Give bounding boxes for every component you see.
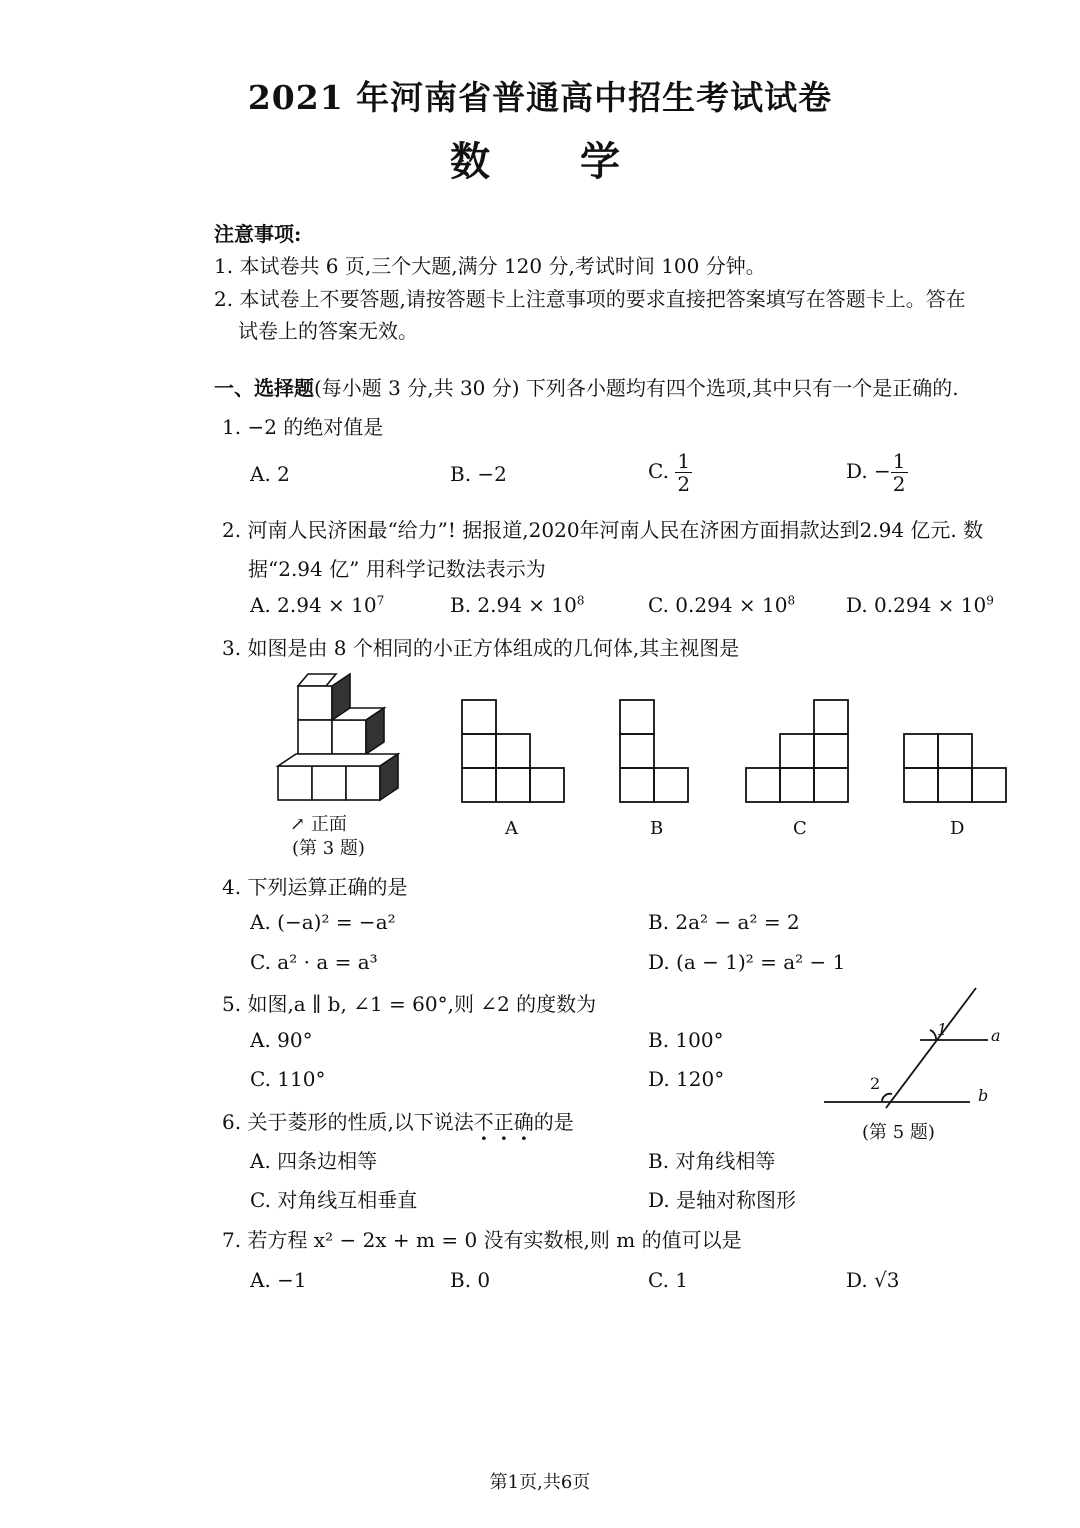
q6-stem-post: 的是 <box>533 1110 574 1134</box>
q6-option-c: C. 对角线互相垂直 <box>250 1188 418 1212</box>
q1-c-prefix: C. <box>648 459 669 483</box>
section-instructions: (每小题 3 分,共 30 分) 下列各小题均有四个选项,其中只有一个是正确的. <box>314 376 959 400</box>
q5-option-b: B. 100° <box>648 1028 724 1052</box>
q2-b-exponent: 8 <box>576 593 585 608</box>
q3-view-d <box>902 732 1012 808</box>
q7-option-c: C. 1 <box>648 1268 689 1292</box>
q2-option-d <box>846 593 994 617</box>
q1-d-fraction <box>891 450 908 495</box>
q6-stem-pre: 6. 关于菱形的性质,以下说法 <box>222 1110 474 1134</box>
exam-title: 2021 年河南省普通高中招生考试试卷 <box>247 78 833 117</box>
q5-option-a: A. 90° <box>250 1028 313 1052</box>
q2-d-exponent: 9 <box>986 593 994 608</box>
q1-c-fraction <box>675 450 692 495</box>
q5-line-a-label: a <box>991 1026 1001 1045</box>
q5-stem: 5. 如图,a ∥ b, ∠1 = 60°,则 ∠2 的度数为 <box>222 992 597 1016</box>
q2-option-a <box>250 593 384 617</box>
q4-option-c: C. a² · a = a³ <box>250 950 378 974</box>
q2-c-base: C. 0.294 × 10 <box>648 593 788 617</box>
subject-title: 数学 <box>450 138 710 185</box>
q7-option-b: B. 0 <box>450 1268 491 1292</box>
q6-stem <box>222 1106 574 1135</box>
q7-stem: 7. 若方程 x² − 2x + m = 0 没有实数根,则 m 的值可以是 <box>222 1228 742 1252</box>
q4-option-d: D. (a − 1)² = a² − 1 <box>648 950 846 974</box>
q2-b-base: B. 2.94 × 10 <box>450 593 577 617</box>
q6-option-a: A. 四条边相等 <box>250 1149 378 1173</box>
q4-option-a: A. (−a)² = −a² <box>250 910 396 934</box>
q2-option-c <box>648 593 795 617</box>
q1-stem: 1. −2 的绝对值是 <box>222 415 384 439</box>
notice-item-1: 1. 本试卷共 6 页,三个大题,满分 120 分,考试时间 100 分钟。 <box>214 254 766 278</box>
section-heading <box>214 372 959 401</box>
q1-option-b: B. −2 <box>450 462 507 486</box>
arrow-icon: ↗ <box>290 814 306 835</box>
q5-line-b-label: b <box>978 1086 989 1105</box>
q7-option-a: A. −1 <box>250 1268 307 1292</box>
q5-figure-caption: (第 5 题) <box>862 1122 935 1143</box>
q1-option-c <box>648 450 692 495</box>
q4-option-b: B. 2a² − a² = 2 <box>648 910 800 934</box>
q2-d-base: D. 0.294 × 10 <box>846 593 987 617</box>
q2-c-exponent: 8 <box>787 593 796 608</box>
section-title: 一、选择题 <box>214 376 314 400</box>
q5-angle-1-label: 1 <box>937 1020 948 1039</box>
q5-angle-2-label: 2 <box>870 1074 881 1093</box>
fraction-denominator: 2 <box>677 472 691 496</box>
transversal <box>886 988 976 1108</box>
q3-front-label <box>290 810 347 836</box>
q3-figure-caption: (第 3 题) <box>292 838 365 859</box>
q6-option-d: D. 是轴对称图形 <box>648 1188 797 1212</box>
emphasis-char: 正 <box>493 1110 514 1134</box>
q1-d-prefix: D. − <box>846 459 891 483</box>
notice-item-2-line1: 2. 本试卷上不要答题,请按答题卡上注意事项的要求直接把答案填写在答题卡上。答在 <box>214 287 966 311</box>
emphasis-char: 不 <box>473 1110 494 1134</box>
fraction-denominator: 2 <box>892 472 906 496</box>
emphasis-char: 确 <box>513 1110 534 1134</box>
q5-option-c: C. 110° <box>250 1067 326 1091</box>
q5-option-d: D. 120° <box>648 1067 725 1091</box>
q3-view-c <box>744 698 854 808</box>
page-number: 第1页,共6页 <box>489 1472 591 1493</box>
notice-heading: 注意事项: <box>214 222 302 246</box>
q3-label-d: D <box>950 818 965 839</box>
q2-a-exponent: 7 <box>376 593 385 608</box>
q2-stem-line1: 2. 河南人民济困最“给力”! 据报道,2020年河南人民在济困方面捐款达到2.94 亿元. 数 <box>222 518 984 542</box>
q3-view-b <box>618 698 694 808</box>
notice-item-2-line2: 试卷上的答案无效。 <box>238 319 418 343</box>
front-text: 正面 <box>310 814 347 835</box>
q3-cube-figure <box>270 668 420 818</box>
fraction-numerator: 1 <box>892 449 906 473</box>
q3-label-c: C <box>793 818 807 839</box>
q1-option-a: A. 2 <box>250 462 290 486</box>
q1-option-d <box>846 450 908 495</box>
q3-label-b: B <box>650 818 664 839</box>
q2-a-base: A. 2.94 × 10 <box>250 593 377 617</box>
q6-option-b: B. 对角线相等 <box>648 1149 776 1173</box>
q3-stem: 3. 如图是由 8 个相同的小正方体组成的几何体,其主视图是 <box>222 636 740 660</box>
fraction-numerator: 1 <box>677 449 691 473</box>
q7-option-d: D. √3 <box>846 1268 900 1292</box>
q4-stem: 4. 下列运算正确的是 <box>222 875 408 899</box>
q2-option-b <box>450 593 585 617</box>
q2-stem-line2: 据“2.94 亿” 用科学记数法表示为 <box>248 557 546 581</box>
q3-label-a: A <box>505 818 518 839</box>
q5-parallel-lines-figure <box>820 984 1020 1114</box>
q3-view-a <box>460 698 570 808</box>
